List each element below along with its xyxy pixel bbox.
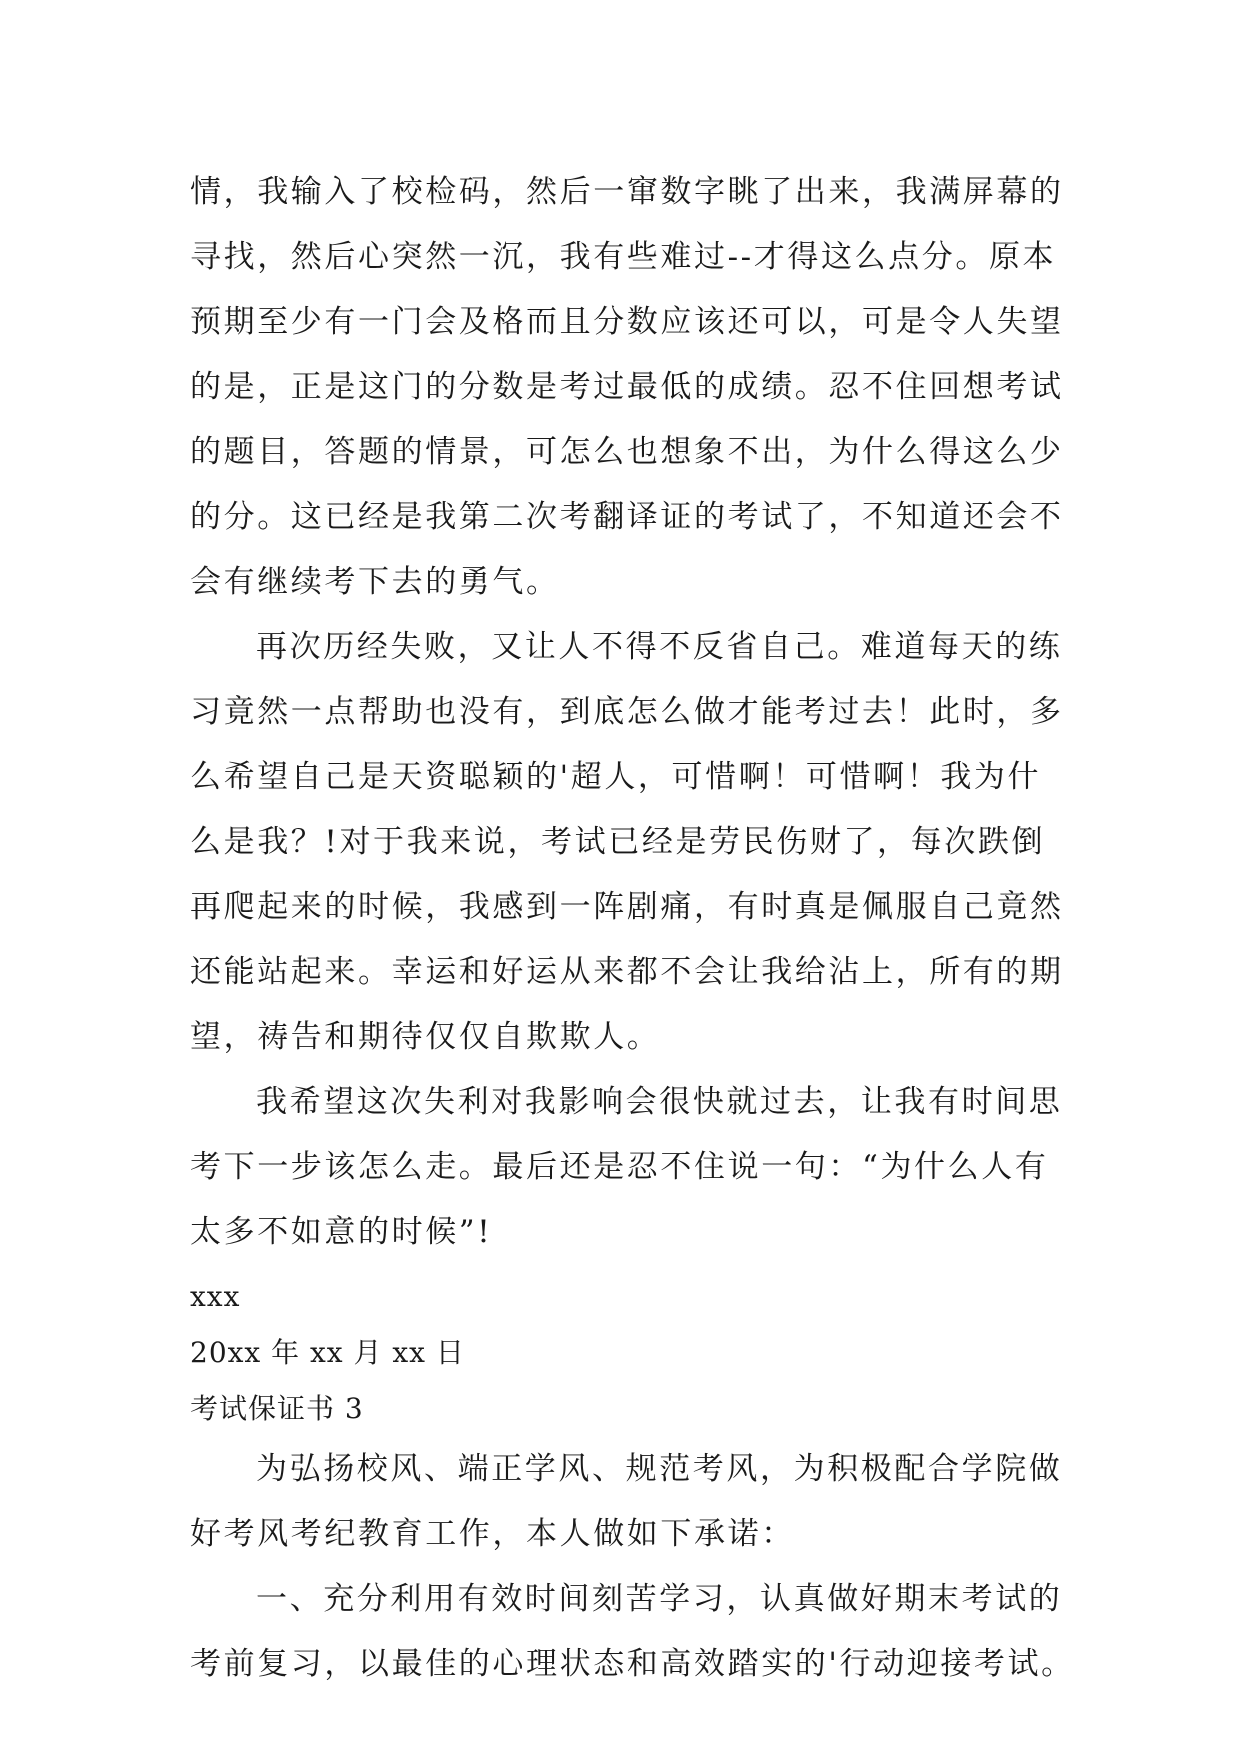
paragraph-1 [190,160,1070,615]
text-line: 再次历经失败，又让人不得不反省自己。难道每天的练 [256,629,1063,665]
text-line: 再爬起来的时候，我感到一阵剧痛，有时真是佩服自己竟然 [190,889,1064,925]
text-line: 会有继续考下去的勇气。 [190,564,560,600]
text-line: 的是，正是这门的分数是考过最低的成绩。忍不住回想考试 [190,369,1064,405]
text-line: 还能站起来。幸运和好运从来都不会让我给沾上，所有的期 [190,954,1064,990]
signature-date: 20xx 年 xx 月 xx 日 [190,1336,465,1369]
text-line: 考前复习，以最佳的心理状态和高效踏实的'行动迎接考试。 [190,1646,1075,1682]
pledge-item-1 [190,1567,1075,1697]
text-line: 么是我？!对于我来说，考试已经是劳民伤财了，每次跌倒 [190,824,1046,860]
text-line: 我希望这次失利对我影响会很快就过去，让我有时间思 [256,1084,1063,1120]
text-line: 一、充分利用有效时间刻苦学习，认真做好期末考试的 [256,1581,1063,1617]
text-line: 考下一步该怎么走。最后还是忍不住说一句：“为什么人有 [190,1149,1049,1185]
text-line: 习竟然一点帮助也没有，到底怎么做才能考过去！此时，多 [190,694,1064,730]
document-body [190,160,1075,1697]
paragraph-2 [190,615,1070,1070]
pledge-intro-paragraph [190,1437,1070,1567]
text-line: 么希望自己是天资聪颖的'超人，可惜啊！可惜啊！我为什 [190,759,1042,795]
text-line: 的分。这已经是我第二次考翻译证的考试了，不知道还会不 [190,499,1064,535]
text-line: 为弘扬校风、端正学风、规范考风，为积极配合学院做 [256,1451,1063,1487]
text-line: 望，祷告和期待仅仅自欺欺人。 [190,1019,661,1055]
text-line: 预期至少有一门会及格而且分数应该还可以，可是令人失望 [190,304,1064,340]
text-line: 好考风考纪教育工作，本人做如下承诺： [190,1516,795,1552]
text-line: 太多不如意的时候”! [190,1214,493,1250]
text-line: 寻找，然后心突然一沉，我有些难过--才得这么点分。原本 [190,239,1057,275]
text-line: 的题目，答题的情景，可怎么也想象不出，为什么得这么少 [190,434,1064,470]
paragraph-3 [190,1070,1070,1265]
section-title: 考试保证书 3 [190,1392,364,1425]
text-line: 情，我输入了校检码，然后一窜数字眺了出来，我满屏幕的 [190,174,1064,210]
signature-name: xxx [190,1280,241,1313]
